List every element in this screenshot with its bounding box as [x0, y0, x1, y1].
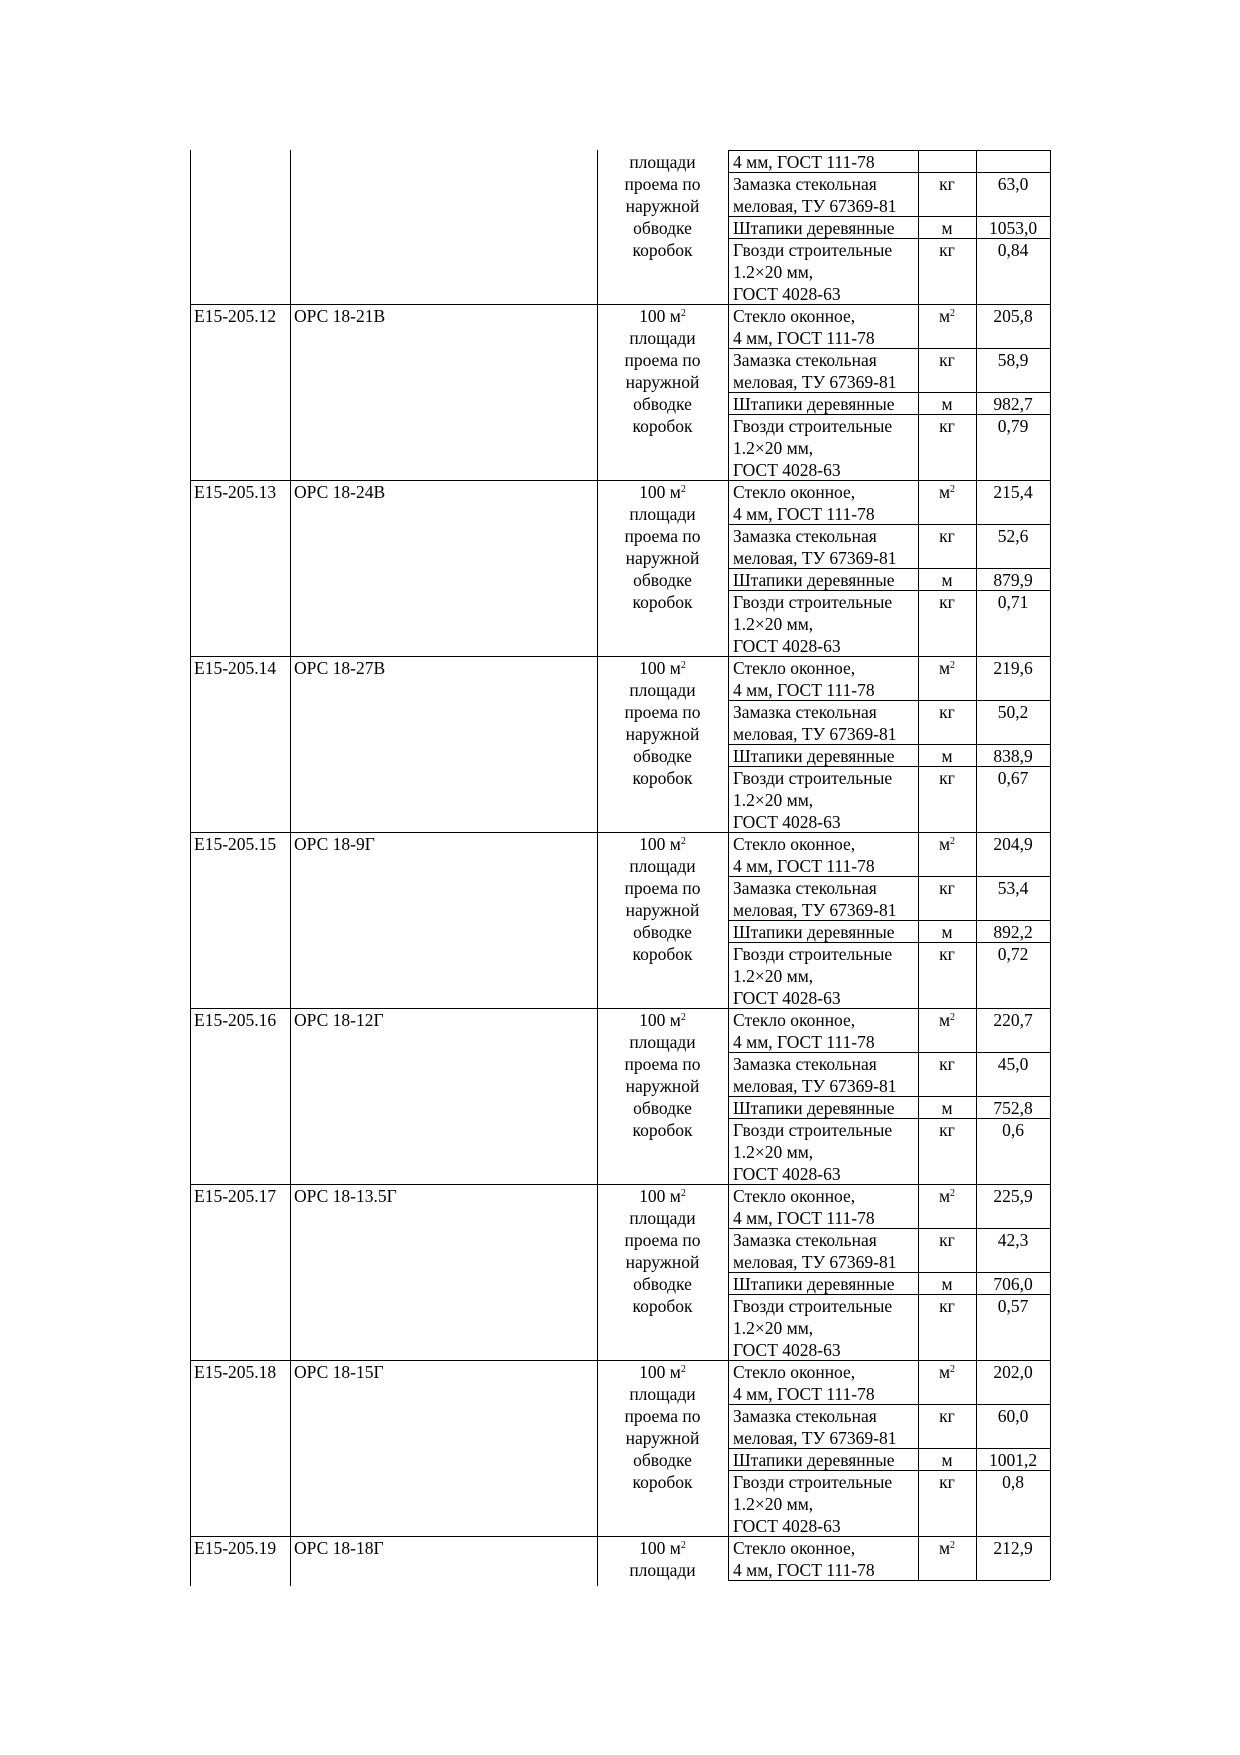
row-17-beads-line-0: Штапики деревянные: [733, 1274, 895, 1294]
row-17-unit-line-1: проема по: [624, 1230, 701, 1250]
cont-nails-line-2: ГОСТ 4028-63: [733, 284, 841, 304]
row-17-beads-unit: м: [941, 1274, 953, 1294]
row-14-putty-value: 50,2: [997, 702, 1029, 722]
row-18-glass-value: 202,0: [993, 1362, 1033, 1382]
row-13-beads-divider: [728, 590, 1050, 591]
row-13-glass-line-0: Стекло оконное,: [733, 482, 856, 502]
row-13-nails-line-2: ГОСТ 4028-63: [733, 636, 841, 656]
row-18-nails-value: 0,8: [1002, 1472, 1024, 1492]
row-15-glass-divider: [728, 876, 1050, 877]
row-15-glass-line-1: 4 мм, ГОСТ 111-78: [733, 856, 875, 876]
row-18-beads-value: 1001,2: [988, 1450, 1038, 1470]
row-15-unit-line-4: коробок: [632, 944, 693, 964]
row-18-nails-unit: кг: [939, 1472, 955, 1492]
row-14-glass-line-1: 4 мм, ГОСТ 111-78: [733, 680, 875, 700]
row-12-unit-head: 100 $м^2$: [639, 306, 686, 326]
row-13-nails-line-1: 1.2×20 мм,: [733, 614, 814, 634]
row-17-glass-unit-sup: 2: [950, 1188, 956, 1199]
row-14-putty-divider: [728, 744, 1050, 745]
row-15-unit-head: 100 $м^2$: [639, 834, 686, 854]
row-17-nails-line-2: ГОСТ 4028-63: [733, 1340, 841, 1360]
row-17-unit-head: 100 $м^2$: [639, 1186, 686, 1206]
cont-beads-value: 1053,0: [988, 218, 1038, 238]
row-15-glass-unit-sup: 2: [950, 836, 956, 847]
row-16-top-border: [190, 1008, 1050, 1009]
row-18-unit-line-2: наружной: [625, 1428, 700, 1448]
row-15-glass-unit: $м^2$: [938, 834, 956, 854]
row-13-unit-head-sup: 2: [680, 484, 686, 495]
row-16-unit-line-3: обводке: [633, 1098, 692, 1118]
row-12-beads-unit: м: [941, 394, 953, 414]
row-18-unit-head-sup: 2: [680, 1364, 686, 1375]
row-18-nails-line-2: ГОСТ 4028-63: [733, 1516, 841, 1536]
row-19-top-border: [190, 1536, 1050, 1537]
row-19-code: Е15-205.19: [194, 1538, 277, 1558]
row-15-nails-line-2: ГОСТ 4028-63: [733, 988, 841, 1008]
row-15-glass-line-0: Стекло оконное,: [733, 834, 856, 854]
row-17-nails-line-1: 1.2×20 мм,: [733, 1318, 814, 1338]
row-13-unit-line-4: коробок: [632, 592, 693, 612]
cont-nails-line-0: Гвозди строительные: [733, 240, 893, 260]
row-16-nails-line-2: ГОСТ 4028-63: [733, 1164, 841, 1184]
row-15-putty-value: 53,4: [997, 878, 1029, 898]
row-13-nails-unit: кг: [939, 592, 955, 612]
row-13-nails-value: 0,71: [997, 592, 1029, 612]
cont-nails-line-1: 1.2×20 мм,: [733, 262, 814, 282]
row-13-beads-value: 879,9: [993, 570, 1033, 590]
row-19-glass-divider: [728, 1580, 1050, 1581]
row-15-top-border: [190, 832, 1050, 833]
row-17-nails-value: 0,57: [997, 1296, 1029, 1316]
row-14-beads-unit: м: [941, 746, 953, 766]
row-16-name: ОРС 18-12Г: [294, 1010, 384, 1030]
row-13-nails-line-0: Гвозди строительные: [733, 592, 893, 612]
cont-beads-line-0: Штапики деревянные: [733, 218, 895, 238]
col-border-0: [190, 150, 191, 1586]
row-16-glass-unit: $м^2$: [938, 1010, 956, 1030]
row-13-top-border: [190, 480, 1050, 481]
col-border-1: [290, 150, 291, 1586]
row-12-nails-line-1: 1.2×20 мм,: [733, 438, 814, 458]
row-13-glass-line-1: 4 мм, ГОСТ 111-78: [733, 504, 875, 524]
col-border-3: [728, 150, 729, 1580]
row-17-beads-divider: [728, 1294, 1050, 1295]
row-14-putty-unit: кг: [939, 702, 955, 722]
row-12-unit-line-2: наружной: [625, 372, 700, 392]
row-17-putty-divider: [728, 1272, 1050, 1273]
row-12-beads-value: 982,7: [993, 394, 1033, 414]
row-16-glass-unit-sup: 2: [950, 1012, 956, 1023]
row-15-putty-line-1: меловая, ТУ 67369-81: [733, 900, 897, 920]
row-17-unit-line-4: коробок: [632, 1296, 693, 1316]
row-14-unit-line-2: наружной: [625, 724, 700, 744]
row-14-unit-head: 100 $м^2$: [639, 658, 686, 678]
row-14-nails-unit: кг: [939, 768, 955, 788]
row-16-beads-unit: м: [941, 1098, 953, 1118]
row-16-nails-value: 0,6: [1002, 1120, 1024, 1140]
row-15-beads-unit: м: [941, 922, 953, 942]
row-13-putty-unit: кг: [939, 526, 955, 546]
row-17-unit-line-0: площади: [629, 1208, 696, 1228]
row-18-code: Е15-205.18: [194, 1362, 277, 1382]
row-18-glass-divider: [728, 1404, 1050, 1405]
row-16-glass-line-1: 4 мм, ГОСТ 111-78: [733, 1032, 875, 1052]
row-15-name: ОРС 18-9Г: [294, 834, 375, 854]
row-17-putty-line-0: Замазка стекольная: [733, 1230, 877, 1250]
row-12-unit-line-1: проема по: [624, 350, 701, 370]
row-13-unit-line-0: площади: [629, 504, 696, 524]
row-12-glass-line-1: 4 мм, ГОСТ 111-78: [733, 328, 875, 348]
row-19-unit-head-sup: 2: [680, 1540, 686, 1551]
row-16-unit-line-4: коробок: [632, 1120, 693, 1140]
row-16-unit-line-1: проема по: [624, 1054, 701, 1074]
row-14-name: ОРС 18-27В: [294, 658, 386, 678]
row-17-glass-unit: $м^2$: [938, 1186, 956, 1206]
row-13-unit-line-2: наружной: [625, 548, 700, 568]
row-14-unit-line-0: площади: [629, 680, 696, 700]
row-14-beads-divider: [728, 766, 1050, 767]
row-16-glass-value: 220,7: [993, 1010, 1033, 1030]
row-18-beads-line-0: Штапики деревянные: [733, 1450, 895, 1470]
row-13-unit-head: 100 $м^2$: [639, 482, 686, 502]
row-12-beads-divider: [728, 414, 1050, 415]
row-14-glass-divider: [728, 700, 1050, 701]
row-18-putty-line-0: Замазка стекольная: [733, 1406, 877, 1426]
row-14-nails-line-2: ГОСТ 4028-63: [733, 812, 841, 832]
col-border-4: [918, 150, 919, 1580]
row-12-beads-line-0: Штапики деревянные: [733, 394, 895, 414]
row-13-code: Е15-205.13: [194, 482, 277, 502]
row-12-glass-line-0: Стекло оконное,: [733, 306, 856, 326]
row-17-beads-value: 706,0: [993, 1274, 1033, 1294]
row-18-unit-line-0: площади: [629, 1384, 696, 1404]
row-16-putty-unit: кг: [939, 1054, 955, 1074]
cont-unit-line-4: коробок: [632, 240, 693, 260]
row-14-glass-line-0: Стекло оконное,: [733, 658, 856, 678]
cont-nails-unit: кг: [939, 240, 955, 260]
row-13-glass-divider: [728, 524, 1050, 525]
row-17-nails-line-0: Гвозди строительные: [733, 1296, 893, 1316]
row-18-putty-divider: [728, 1448, 1050, 1449]
row-14-putty-line-0: Замазка стекольная: [733, 702, 877, 722]
row-16-glass-divider: [728, 1052, 1050, 1053]
row-18-glass-unit-sup: 2: [950, 1364, 956, 1375]
row-18-unit-line-1: проема по: [624, 1406, 701, 1426]
row-15-glass-value: 204,9: [993, 834, 1033, 854]
cont-unit-line-0: площади: [629, 152, 696, 172]
row-14-unit-line-4: коробок: [632, 768, 693, 788]
row-16-unit-line-0: площади: [629, 1032, 696, 1052]
row-17-putty-unit: кг: [939, 1230, 955, 1250]
row-17-nails-unit: кг: [939, 1296, 955, 1316]
cont-putty-unit: кг: [939, 174, 955, 194]
row-19-glass-line-1: 4 мм, ГОСТ 111-78: [733, 1560, 875, 1580]
row-14-glass-unit-sup: 2: [950, 660, 956, 671]
row-13-glass-unit: $м^2$: [938, 482, 956, 502]
row-12-nails-line-0: Гвозди строительные: [733, 416, 893, 436]
row-16-beads-line-0: Штапики деревянные: [733, 1098, 895, 1118]
row-16-putty-divider: [728, 1096, 1050, 1097]
row-17-unit-line-3: обводке: [633, 1274, 692, 1294]
row-12-code: Е15-205.12: [194, 306, 277, 326]
row-15-unit-line-3: обводке: [633, 922, 692, 942]
cont-unit-line-1: проема по: [624, 174, 701, 194]
row-17-top-border: [190, 1184, 1050, 1185]
cont-putty-line-0: Замазка стекольная: [733, 174, 877, 194]
col-border-2: [597, 150, 598, 1586]
row-16-unit-head-sup: 2: [680, 1012, 686, 1023]
row-13-glass-value: 215,4: [993, 482, 1033, 502]
row-18-glass-unit: $м^2$: [938, 1362, 956, 1382]
row-18-putty-line-1: меловая, ТУ 67369-81: [733, 1428, 897, 1448]
row-16-beads-value: 752,8: [993, 1098, 1033, 1118]
row-14-putty-line-1: меловая, ТУ 67369-81: [733, 724, 897, 744]
row-12-glass-unit: $м^2$: [938, 306, 956, 326]
row-12-glass-divider: [728, 348, 1050, 349]
row-18-nails-line-0: Гвозди строительные: [733, 1472, 893, 1492]
row-15-putty-line-0: Замазка стекольная: [733, 878, 877, 898]
row-18-unit-line-3: обводке: [633, 1450, 692, 1470]
cont-top-border: [728, 150, 1050, 151]
cont-glass-line-0: 4 мм, ГОСТ 111-78: [733, 152, 875, 172]
row-15-unit-head-sup: 2: [680, 836, 686, 847]
row-14-nails-line-1: 1.2×20 мм,: [733, 790, 814, 810]
row-15-beads-value: 892,2: [993, 922, 1033, 942]
row-15-unit-line-1: проема по: [624, 878, 701, 898]
row-16-nails-line-1: 1.2×20 мм,: [733, 1142, 814, 1162]
row-17-putty-line-1: меловая, ТУ 67369-81: [733, 1252, 897, 1272]
row-14-nails-line-0: Гвозди строительные: [733, 768, 893, 788]
row-17-glass-line-0: Стекло оконное,: [733, 1186, 856, 1206]
row-13-glass-unit-sup: 2: [950, 484, 956, 495]
row-18-glass-line-0: Стекло оконное,: [733, 1362, 856, 1382]
row-17-glass-value: 225,9: [993, 1186, 1033, 1206]
row-17-unit-line-2: наружной: [625, 1252, 700, 1272]
row-14-nails-value: 0,67: [997, 768, 1029, 788]
row-16-unit-head: 100 $м^2$: [639, 1010, 686, 1030]
row-12-nails-value: 0,79: [997, 416, 1029, 436]
row-12-putty-line-1: меловая, ТУ 67369-81: [733, 372, 897, 392]
row-14-beads-line-0: Штапики деревянные: [733, 746, 895, 766]
col-border-6: [1050, 150, 1051, 1580]
row-15-nails-line-0: Гвозди строительные: [733, 944, 893, 964]
row-18-beads-unit: м: [941, 1450, 953, 1470]
row-16-unit-line-2: наружной: [625, 1076, 700, 1096]
row-16-putty-line-1: меловая, ТУ 67369-81: [733, 1076, 897, 1096]
row-18-unit-line-4: коробок: [632, 1472, 693, 1492]
row-12-glass-unit-sup: 2: [950, 308, 956, 319]
row-13-beads-unit: м: [941, 570, 953, 590]
row-15-nails-value: 0,72: [997, 944, 1029, 964]
cont-beads-unit: м: [941, 218, 953, 238]
row-17-code: Е15-205.17: [194, 1186, 277, 1206]
row-17-glass-divider: [728, 1228, 1050, 1229]
row-14-code: Е15-205.14: [194, 658, 277, 678]
row-13-unit-line-3: обводке: [633, 570, 692, 590]
row-14-unit-line-1: проема по: [624, 702, 701, 722]
row-12-putty-value: 58,9: [997, 350, 1029, 370]
row-14-beads-value: 838,9: [993, 746, 1033, 766]
row-18-beads-divider: [728, 1470, 1050, 1471]
row-16-nails-line-0: Гвозди строительные: [733, 1120, 893, 1140]
row-17-name: ОРС 18-13.5Г: [294, 1186, 397, 1206]
row-16-putty-value: 45,0: [997, 1054, 1029, 1074]
row-18-putty-value: 60,0: [997, 1406, 1029, 1426]
row-12-glass-value: 205,8: [993, 306, 1033, 326]
row-16-beads-divider: [728, 1118, 1050, 1119]
col-border-5: [976, 150, 977, 1580]
row-15-beads-line-0: Штапики деревянные: [733, 922, 895, 942]
row-12-top-border: [190, 304, 1050, 305]
row-19-glass-line-0: Стекло оконное,: [733, 1538, 856, 1558]
row-16-glass-line-0: Стекло оконное,: [733, 1010, 856, 1030]
row-12-unit-line-0: площади: [629, 328, 696, 348]
row-14-glass-unit: $м^2$: [938, 658, 956, 678]
row-19-unit-head: 100 $м^2$: [639, 1538, 686, 1558]
row-12-putty-line-0: Замазка стекольная: [733, 350, 877, 370]
row-12-unit-head-sup: 2: [680, 308, 686, 319]
row-18-putty-unit: кг: [939, 1406, 955, 1426]
row-18-unit-head: 100 $м^2$: [639, 1362, 686, 1382]
row-18-top-border: [190, 1360, 1050, 1361]
row-19-glass-value: 212,9: [993, 1538, 1033, 1558]
row-12-nails-unit: кг: [939, 416, 955, 436]
row-12-name: ОРС 18-21В: [294, 306, 386, 326]
row-15-unit-line-0: площади: [629, 856, 696, 876]
row-15-beads-divider: [728, 942, 1050, 943]
row-12-unit-line-3: обводке: [633, 394, 692, 414]
row-19-glass-unit-sup: 2: [950, 1540, 956, 1551]
row-15-nails-unit: кг: [939, 944, 955, 964]
cont-glass-divider: [728, 172, 1050, 173]
row-15-unit-line-2: наружной: [625, 900, 700, 920]
row-14-top-border: [190, 656, 1050, 657]
row-14-unit-head-sup: 2: [680, 660, 686, 671]
row-16-nails-unit: кг: [939, 1120, 955, 1140]
row-17-putty-value: 42,3: [997, 1230, 1029, 1250]
cont-beads-divider: [728, 238, 1050, 239]
row-13-putty-line-0: Замазка стекольная: [733, 526, 877, 546]
row-17-glass-line-1: 4 мм, ГОСТ 111-78: [733, 1208, 875, 1228]
row-18-nails-line-1: 1.2×20 мм,: [733, 1494, 814, 1514]
row-12-unit-line-4: коробок: [632, 416, 693, 436]
row-15-putty-unit: кг: [939, 878, 955, 898]
row-13-putty-line-1: меловая, ТУ 67369-81: [733, 548, 897, 568]
row-19-name: ОРС 18-18Г: [294, 1538, 384, 1558]
row-16-putty-line-0: Замазка стекольная: [733, 1054, 877, 1074]
cont-unit-line-3: обводке: [633, 218, 692, 238]
cont-nails-value: 0,84: [997, 240, 1029, 260]
row-13-putty-divider: [728, 568, 1050, 569]
row-13-putty-value: 52,6: [997, 526, 1029, 546]
row-15-code: Е15-205.15: [194, 834, 277, 854]
row-15-nails-line-1: 1.2×20 мм,: [733, 966, 814, 986]
row-19-glass-unit: $м^2$: [938, 1538, 956, 1558]
row-18-glass-line-1: 4 мм, ГОСТ 111-78: [733, 1384, 875, 1404]
row-13-beads-line-0: Штапики деревянные: [733, 570, 895, 590]
row-16-code: Е15-205.16: [194, 1010, 277, 1030]
row-13-unit-line-1: проема по: [624, 526, 701, 546]
cont-putty-value: 63,0: [997, 174, 1029, 194]
row-12-putty-unit: кг: [939, 350, 955, 370]
row-12-putty-divider: [728, 392, 1050, 393]
cont-putty-divider: [728, 216, 1050, 217]
cont-unit-line-2: наружной: [625, 196, 700, 216]
row-14-unit-line-3: обводке: [633, 746, 692, 766]
row-14-glass-value: 219,6: [993, 658, 1033, 678]
cont-putty-line-1: меловая, ТУ 67369-81: [733, 196, 897, 216]
row-13-name: ОРС 18-24В: [294, 482, 386, 502]
row-17-unit-head-sup: 2: [680, 1188, 686, 1199]
row-18-name: ОРС 18-15Г: [294, 1362, 384, 1382]
row-19-unit-line-0: площади: [629, 1560, 696, 1580]
row-12-nails-line-2: ГОСТ 4028-63: [733, 460, 841, 480]
row-15-putty-divider: [728, 920, 1050, 921]
